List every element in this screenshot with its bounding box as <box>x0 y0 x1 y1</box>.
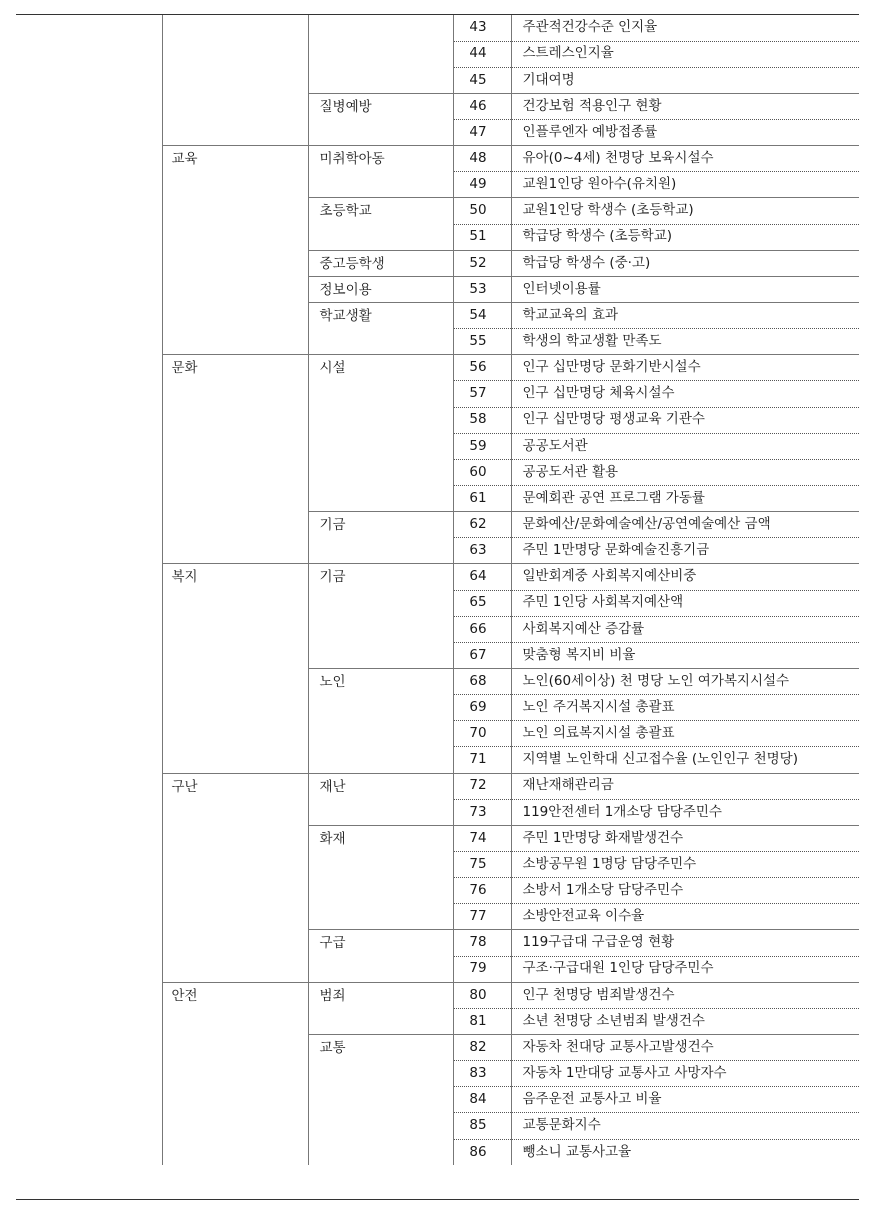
indicator-name-cell: 학급당 학생수 (중·고) <box>511 250 859 276</box>
category-cell: 교육 <box>162 146 308 355</box>
indicator-name-cell: 스트레스인지율 <box>511 41 859 67</box>
indicator-name-cell: 119안전센터 1개소당 담당주민수 <box>511 799 859 825</box>
indicator-number-cell: 53 <box>453 276 511 302</box>
indicator-name-cell: 일반회계중 사회복지예산비중 <box>511 564 859 590</box>
indicator-number-cell: 65 <box>453 590 511 616</box>
indicator-name-cell: 교통문화지수 <box>511 1113 859 1139</box>
subcategory-cell: 범죄 <box>308 982 453 1034</box>
indicator-name-cell: 공공도서관 <box>511 433 859 459</box>
indicator-number-cell: 69 <box>453 695 511 721</box>
indicator-name-cell: 인플루엔자 예방접종률 <box>511 120 859 146</box>
indicator-number-cell: 76 <box>453 878 511 904</box>
indicator-name-cell: 자동차 천대당 교통사고발생건수 <box>511 1034 859 1060</box>
indicator-name-cell: 뺑소니 교통사고율 <box>522 1143 632 1160</box>
indicator-number-cell: 70 <box>453 721 511 747</box>
indicator-number-cell: 68 <box>453 669 511 695</box>
subcategory-cell: 초등학교 <box>308 198 453 250</box>
indicator-number-cell: 58 <box>453 407 511 433</box>
indicator-name-cell: 학교교육의 효과 <box>511 303 859 329</box>
indicator-name-cell: 소방안전교육 이수율 <box>511 904 859 930</box>
indicator-number-cell: 56 <box>453 355 511 381</box>
indicator-name-cell: 인구 십만명당 문화기반시설수 <box>511 355 859 381</box>
indicator-number-cell: 79 <box>453 956 511 982</box>
indicator-name-cell: 음주운전 교통사고 비율 <box>511 1087 859 1113</box>
indicator-name-cell: 노인(60세이상) 천 명당 노인 여가복지시설수 <box>511 669 859 695</box>
indicator-number-cell: 44 <box>453 41 511 67</box>
indicator-number-cell: 60 <box>453 459 511 485</box>
subcategory-cell: 기금 <box>308 512 453 564</box>
indicator-name-cell: 인구 십만명당 체육시설수 <box>511 381 859 407</box>
indicator-number-cell: 86 <box>453 1139 511 1165</box>
indicator-name-cell: 자동차 1만대당 교통사고 사망자수 <box>511 1061 859 1087</box>
indicator-table <box>16 15 859 1165</box>
indicator-name-cell: 공공도서관 활용 <box>511 459 859 485</box>
indicator-name-cell: 인터넷이용률 <box>511 276 859 302</box>
indicator-name-cell: 소년 천명당 소년범죄 발생건수 <box>511 1008 859 1034</box>
indicator-name-cell: 주민 1인당 사회복지예산액 <box>511 590 859 616</box>
indicator-name-cell: 유아(0~4세) 천명당 보육시설수 <box>511 146 859 172</box>
indicator-number-cell: 80 <box>453 982 511 1008</box>
indicator-name-cell: 노인 의료복지시설 총괄표 <box>511 721 859 747</box>
indicator-number-cell: 83 <box>453 1061 511 1087</box>
subcategory-cell: 교통 <box>308 1034 453 1165</box>
indicator-name-cell: 인구 십만명당 평생교육 기관수 <box>511 407 859 433</box>
indicator-number-cell: 78 <box>453 930 511 956</box>
indicator-number-cell: 73 <box>453 799 511 825</box>
subcategory-cell <box>308 15 453 93</box>
indicator-name-cell: 기대여명 <box>511 67 859 93</box>
indicator-number-cell: 85 <box>453 1113 511 1139</box>
indicator-number-cell: 63 <box>453 538 511 564</box>
subcategory-cell: 화재 <box>308 825 453 930</box>
indicator-number-cell: 55 <box>453 329 511 355</box>
indicator-number-cell: 61 <box>453 486 511 512</box>
indicator-number-cell: 43 <box>453 15 511 41</box>
subcategory-cell: 구급 <box>308 930 453 982</box>
category-cell: 안전 <box>162 982 308 1165</box>
indicator-number-cell: 47 <box>453 120 511 146</box>
subcategory-cell: 재난 <box>308 773 453 825</box>
table-row <box>16 15 859 41</box>
indicator-number-cell: 49 <box>453 172 511 198</box>
blank-column-cell <box>16 15 162 1165</box>
table-body <box>16 15 859 1165</box>
indicator-name-cell: 구조·구급대원 1인당 담당주민수 <box>511 956 859 982</box>
indicator-number-cell: 62 <box>453 512 511 538</box>
indicator-number-cell: 46 <box>453 93 511 119</box>
indicator-name-cell: 주민 1만명당 화재발생건수 <box>511 825 859 851</box>
indicator-number-cell: 57 <box>453 381 511 407</box>
subcategory-cell: 질병예방 <box>308 93 453 145</box>
indicator-name-cell: 119구급대 구급운영 현황 <box>511 930 859 956</box>
indicator-name-cell: 학급당 학생수 (초등학교) <box>511 224 859 250</box>
subcategory-cell: 학교생활 <box>308 303 453 355</box>
indicator-number-cell: 77 <box>453 904 511 930</box>
indicator-number-cell: 45 <box>453 67 511 93</box>
indicator-name-cell: 교원1인당 원아수(유치원) <box>511 172 859 198</box>
indicator-name-cell: 인구 천명당 범죄발생건수 <box>511 982 859 1008</box>
indicator-number-cell: 50 <box>453 198 511 224</box>
indicator-name-cell: 건강보험 적용인구 현황 <box>511 93 859 119</box>
indicator-name-cell: 교원1인당 학생수 (초등학교) <box>511 198 859 224</box>
indicator-number-cell: 52 <box>453 250 511 276</box>
indicator-name-cell: 소방공무원 1명당 담당주민수 <box>511 852 859 878</box>
indicator-name-cell: 학생의 학교생활 만족도 <box>511 329 859 355</box>
indicator-name-cell: 노인 주거복지시설 총괄표 <box>511 695 859 721</box>
indicator-number-cell: 51 <box>453 224 511 250</box>
indicator-number-cell: 59 <box>453 433 511 459</box>
category-cell: 복지 <box>162 564 308 773</box>
indicator-name-cell: 지역별 노인학대 신고접수율 (노인인구 천명당) <box>511 747 859 773</box>
indicator-name-cell: 주민 1만명당 문화예술진흥기금 <box>511 538 859 564</box>
subcategory-cell: 시설 <box>308 355 453 512</box>
subcategory-cell: 기금 <box>308 564 453 669</box>
subcategory-cell: 노인 <box>308 669 453 774</box>
subcategory-cell: 정보이용 <box>308 276 453 302</box>
indicator-number-cell: 84 <box>453 1087 511 1113</box>
indicator-name-cell: 주관적건강수준 인지율 <box>511 15 859 41</box>
indicator-number-cell: 48 <box>453 146 511 172</box>
indicator-name-cell: 사회복지예산 증감률 <box>511 616 859 642</box>
indicator-number-cell: 54 <box>453 303 511 329</box>
indicator-number-cell: 71 <box>453 747 511 773</box>
category-cell: 문화 <box>162 355 308 564</box>
indicator-number-cell: 64 <box>453 564 511 590</box>
subcategory-cell: 중고등학생 <box>308 250 453 276</box>
category-cell: 구난 <box>162 773 308 982</box>
indicator-name-cell: 문예회관 공연 프로그램 가동률 <box>511 486 859 512</box>
table-bottom-rule <box>16 1199 859 1200</box>
indicator-name-cell: 문화예산/문화예술예산/공연예술예산 금액 <box>511 512 859 538</box>
indicator-name-cell: 재난재해관리금 <box>511 773 859 799</box>
indicator-name-cell: 맞춤형 복지비 비율 <box>511 642 859 668</box>
indicator-name-cell: 소방서 1개소당 담당주민수 <box>511 878 859 904</box>
indicator-number-cell: 82 <box>453 1034 511 1060</box>
subcategory-cell: 미취학아동 <box>308 146 453 198</box>
indicator-number-cell: 66 <box>453 616 511 642</box>
indicator-number-cell: 81 <box>453 1008 511 1034</box>
indicator-number-cell: 75 <box>453 852 511 878</box>
category-cell <box>162 15 308 146</box>
indicator-number-cell: 72 <box>453 773 511 799</box>
indicator-number-cell: 67 <box>453 642 511 668</box>
indicator-number-cell: 74 <box>453 825 511 851</box>
